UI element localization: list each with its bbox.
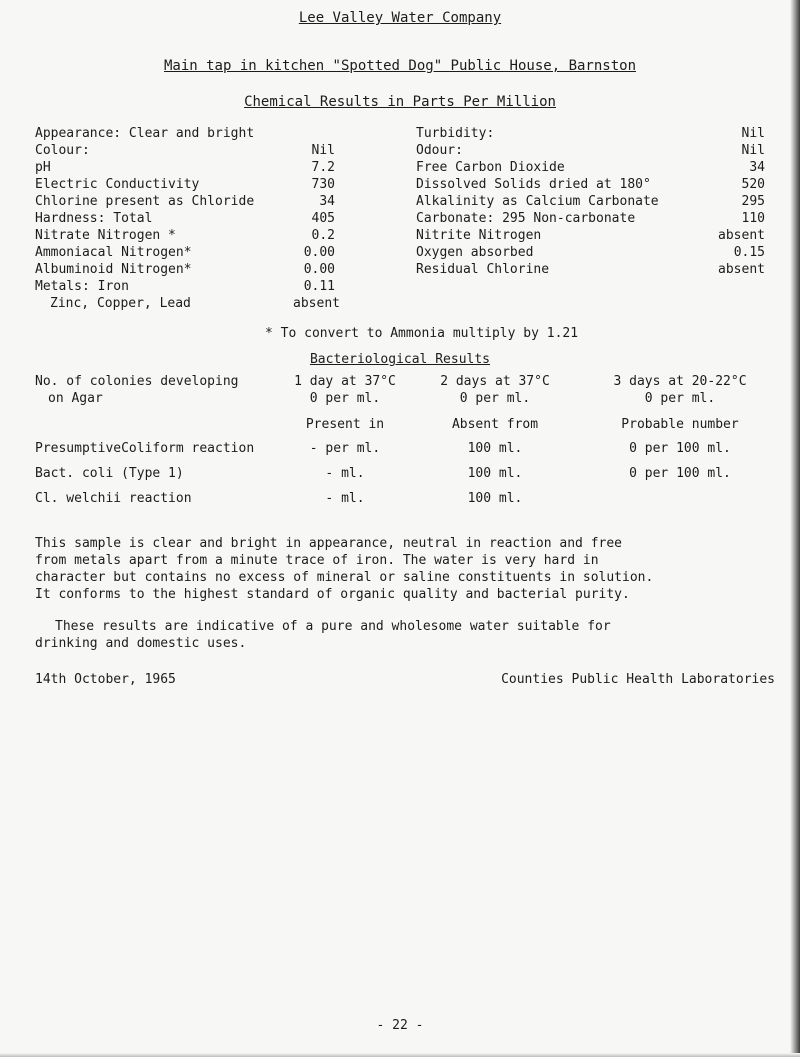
chem-label: Chlorine present as Chloride xyxy=(35,194,255,209)
summary-line: This sample is clear and bright in appearance, neutral in reaction and free xyxy=(35,536,622,551)
chem-value: absent xyxy=(293,296,340,311)
chem-label: pH xyxy=(35,160,51,175)
chem-value: 405 xyxy=(311,211,335,226)
sub-header-absent: Absent from xyxy=(451,417,539,432)
col-header-2days: 2 days at 37°C xyxy=(440,374,550,389)
chem-value: 295 xyxy=(741,194,765,209)
summary-line: character but contains no excess of mineral or saline constituents in solution. xyxy=(35,570,654,585)
page-number: - 22 - xyxy=(376,1018,424,1033)
summary-line: These results are indicative of a pure and wholesome water suitable for xyxy=(55,619,611,634)
bact-row-label: Bact. coli (Type 1) xyxy=(35,466,184,481)
page-edge-shadow xyxy=(790,0,800,1057)
chem-label: Turbidity: xyxy=(416,126,495,141)
chem-value: 520 xyxy=(741,177,765,192)
col-header-3days: 3 days at 20-22°C xyxy=(613,374,747,389)
sub-header-probable: Probable number xyxy=(621,417,739,432)
ammonia-footnote: * To convert to Ammonia multiply by 1.21 xyxy=(265,326,579,341)
bact-row-cell: 100 ml. xyxy=(467,491,523,506)
chem-label: Oxygen absorbed xyxy=(416,245,534,260)
chem-label: Hardness: Total xyxy=(35,211,153,226)
chem-value: 7.2 xyxy=(311,160,335,175)
colonies-label: No. of colonies developing xyxy=(35,374,239,389)
page-bottom-shadow xyxy=(0,1053,800,1057)
bact-row-cell: - per ml. xyxy=(309,441,381,456)
summary-line: It conforms to the highest standard of organic quality and bacterial purity. xyxy=(35,587,630,602)
laboratory-signature: Counties Public Health Laboratories xyxy=(501,672,775,687)
bact-row-cell: 100 ml. xyxy=(467,441,523,456)
chem-label: Residual Chlorine xyxy=(416,262,550,277)
bact-row-cell: 0 per 100 ml. xyxy=(629,466,731,481)
bacteriological-title: Bacteriological Results xyxy=(309,352,490,367)
bact-row-cell: - ml. xyxy=(325,491,365,506)
chem-label: Nitrite Nitrogen xyxy=(416,228,542,243)
chem-value: absent xyxy=(718,228,765,243)
chem-value: 34 xyxy=(319,194,335,209)
chem-label: Albuminoid Nitrogen* xyxy=(35,262,192,277)
chem-value: 0.00 xyxy=(303,262,335,277)
chem-label: Nitrate Nitrogen * xyxy=(35,228,176,243)
col-value-2days: 0 per ml. xyxy=(459,391,531,406)
col-header-1day: 1 day at 37°C xyxy=(294,374,396,389)
chemical-results-title: Chemical Results in Parts Per Million xyxy=(244,94,556,110)
chem-label: Appearance: Clear and bright xyxy=(35,126,255,141)
bact-row-cell: - ml. xyxy=(325,466,365,481)
chem-value: 110 xyxy=(741,211,765,226)
chem-label: Odour: xyxy=(416,143,463,158)
sample-location: Main tap in kitchen "Spotted Dog" Public House, Barnston xyxy=(163,58,636,74)
chem-value: 730 xyxy=(311,177,335,192)
chem-label: Free Carbon Dioxide xyxy=(416,160,565,175)
col-value-1day: 0 per ml. xyxy=(309,391,381,406)
chem-label: Dissolved Solids dried at 180° xyxy=(416,177,651,192)
summary-line: from metals apart from a minute trace of iron. The water is very hard in xyxy=(35,553,599,568)
colonies-label-agar: on Agar xyxy=(48,391,103,406)
chem-value: 0.2 xyxy=(311,228,335,243)
chem-value: Nil xyxy=(311,143,335,158)
summary-line: drinking and domestic uses. xyxy=(35,636,247,651)
bact-row-label: PresumptiveColiform reaction xyxy=(35,441,255,456)
company-title: Lee Valley Water Company xyxy=(298,10,502,26)
chem-label: Carbonate: 295 Non-carbonate xyxy=(416,211,636,226)
bact-row-cell: 100 ml. xyxy=(467,466,523,481)
report-date: 14th October, 1965 xyxy=(35,672,176,687)
chem-label: Metals: Iron xyxy=(35,279,129,294)
chem-label: Alkalinity as Calcium Carbonate xyxy=(416,194,659,209)
chem-label: Colour: xyxy=(35,143,90,158)
sub-header-present: Present in xyxy=(305,417,385,432)
chem-value: 0.11 xyxy=(303,279,335,294)
chem-label: Zinc, Copper, Lead xyxy=(50,296,191,311)
chem-value: Nil xyxy=(741,143,765,158)
chem-value: Nil xyxy=(741,126,765,141)
chem-value: 34 xyxy=(749,160,765,175)
chem-label: Ammoniacal Nitrogen* xyxy=(35,245,192,260)
chem-value: absent xyxy=(718,262,765,277)
col-value-3days: 0 per ml. xyxy=(644,391,716,406)
bact-row-cell: 0 per 100 ml. xyxy=(629,441,731,456)
bact-row-label: Cl. welchii reaction xyxy=(35,491,192,506)
chem-value: 0.00 xyxy=(303,245,335,260)
chem-value: 0.15 xyxy=(733,245,765,260)
chem-label: Electric Conductivity xyxy=(35,177,200,192)
